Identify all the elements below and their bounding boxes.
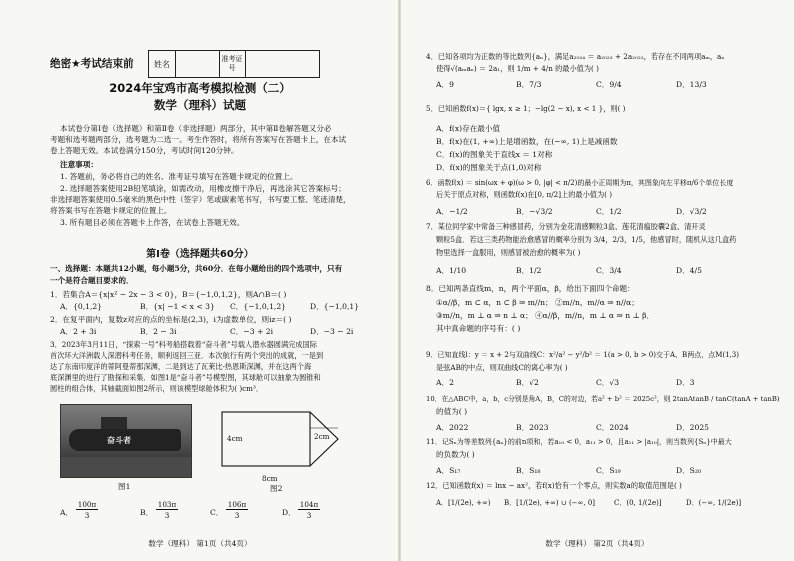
dimension-4cm: 4cm	[227, 434, 243, 443]
question-7-line-1: 7．某位同学家中常备三种感冒药，分别为金花清感颗粒3盒、莲花清瘟胶囊2盒、清开灵	[426, 222, 706, 231]
q11-option-d: D．S₂₀	[676, 466, 701, 475]
q3-option-d-den: 3	[306, 511, 312, 520]
question-2: 2．在复平面内，复数z对应的点的坐标是(2,3)，i为虚数单位，则iz＝( )	[50, 315, 292, 324]
q4-option-a: A．9	[436, 80, 454, 89]
candidate-info-box	[148, 50, 320, 78]
question-3-line-2: 首次环大洋洲载人深潜科考任务，顺利返回三亚．本次航行有两个突出的成就，一是到	[50, 351, 324, 360]
q12-option-d: D．(−∞, 1/(2e)]	[686, 499, 742, 507]
q10-option-b: B．2023	[516, 423, 549, 432]
q7-option-b: B．1/2	[516, 266, 542, 275]
q7-option-a: A．1/10	[436, 266, 467, 275]
page-2-footer: 数学（理科） 第2页（共4页）	[545, 539, 649, 548]
question-10-line-1: 10．在△ABC中，a，b，c分别是角A，B，C的对边，若a² + b² ＝ 2025c²，则 2tanAtanB / tanC(tanA + tanB)	[426, 395, 780, 403]
question-4-line-2: 使得√(aₘaₙ) ＝ 2a₁，则 1/m + 4/n 的最小值为( )	[436, 64, 599, 73]
intro-line-2: 考题和选考题两部分，选考题为二选一。考生作答时，将所有答案写在答题卡上，在本试	[50, 135, 347, 144]
question-9-line-1: 9．已知直线l：y ＝ x + 2与双曲线C：x²/a² − y²/b² ＝ 1(a > 0, b > 0)交于A、B两点，点M(1,3)	[426, 351, 739, 359]
q1-option-a: A．{0,1,2}	[60, 302, 103, 311]
confidential-label: 绝密★考试结束前	[50, 58, 134, 70]
question-4-line-1: 4．已知各项均为正数的等比数列{aₙ}，满足a₂₀₂₄ ＝ a₂₀₂₃ + 2a₂₀₂₂，若存在不同两项aₘ，aₙ	[426, 52, 725, 61]
name-label: 姓名	[149, 51, 176, 77]
question-7-line-3: 物里选择一盒服用，则感冒被治愈的概率为( )	[436, 248, 581, 257]
q9-option-b: B．√2	[516, 378, 539, 387]
q5-option-c: C．f(x)的图象关于直线x ＝ 1对称	[436, 150, 553, 159]
q3-option-a-num: 100π	[77, 500, 97, 509]
submersible-label: 奋斗者	[107, 436, 131, 445]
note-2-cont: 非选择题答案使用0.5毫米的黑色中性（签字）笔或碳素笔书写，书写要工整、笔迹清楚，	[50, 195, 351, 204]
q10-option-a: A．2022	[436, 423, 469, 432]
q1-option-d: D．{−1,0,1}	[310, 302, 360, 311]
q4-option-d: D．13/3	[676, 80, 707, 89]
question-11-line-1: 11．记Sₙ为等差数列{aₙ}的前n项和，若a₁₀ < 0，a₁₁ > 0，且a₁₁ > |a₁₀|，则当数列{Sₙ}中最大	[426, 438, 732, 446]
q3-option-c-den: 3	[234, 511, 240, 520]
exam-number-field	[245, 51, 319, 77]
q3-option-b-num: 103π	[157, 500, 177, 509]
q3-option-a-den: 3	[84, 511, 90, 520]
mc-intro-2: 一个是符合题目要求的．	[50, 276, 134, 285]
q9-option-a: A．2	[436, 378, 454, 387]
q1-option-b: B．{x| −1 < x < 3}	[140, 302, 215, 311]
q3-option-d-letter: D．	[282, 508, 296, 517]
question-5: 5．已知函数f(x)＝{ lgx, x ≥ 1；−lg(2 − x), x < 1 }，则( )	[426, 104, 626, 113]
q2-option-d: D．−3 − 2i	[310, 327, 354, 336]
q11-option-c: C．S₁₉	[596, 466, 621, 475]
note-1: 1. 答题前，务必将自己的姓名、准考证号填写在答题卡规定的位置上。	[60, 172, 298, 181]
figure-1-caption: 图1	[118, 482, 131, 491]
q8-tail: 其中真命题的序号有：( )	[436, 324, 521, 333]
q9-option-d: D．3	[676, 378, 695, 387]
q12-option-b: B．[1/(2e), +∞) ∪ (−∞, 0]	[504, 499, 595, 507]
page-2	[400, 0, 794, 561]
q2-option-a: A．2 + 3i	[60, 327, 97, 336]
q8-items-line-2: ③m//n，m ⊥ α ⇒ n ⊥ α； ④α//β，m//n，m ⊥ α ⇒ n ⊥ β．	[436, 311, 655, 320]
submersible-photo	[60, 404, 192, 478]
q3-option-d-num: 104π	[299, 500, 319, 509]
question-8: 8．已知两条直线m，n，两个平面α，β，给出下面四个命题：	[426, 284, 635, 293]
page-1-footer: 数学（理科） 第1页（共4页）	[148, 539, 252, 548]
q2-option-b: B．2 − 3i	[140, 327, 177, 336]
q12-option-a: A．[1/(2e), +∞)	[436, 499, 491, 507]
q7-option-c: C．3/4	[596, 266, 622, 275]
q11-option-a: A．S₁₇	[436, 466, 461, 475]
notes-heading: 注意事项：	[60, 160, 98, 169]
q3-option-a-letter: A．	[60, 508, 74, 517]
q5-option-a: A．f(x)存在最小值	[436, 124, 501, 133]
name-field	[175, 51, 220, 77]
q10-option-c: C．2024	[596, 423, 629, 432]
q6-option-b: B．−√3/2	[516, 207, 553, 216]
exam-title: 2024年宝鸡市高考模拟检测（二）	[109, 81, 291, 95]
question-3-line-1: 3．2023年3月11日，“探索一号”科考船搭载着“奋斗者”号载人潜水器圆满完成国际	[50, 340, 317, 349]
note-2-end: 将答案书写在答题卡规定的位置上。	[50, 206, 172, 215]
question-7-line-2: 颗粒5盒．若这三类药物能治愈感冒的概率分别为 3/4，2/3，1/5，他感冒时，随机从这几盒药	[436, 235, 737, 244]
exam-subtitle: 数学（理科）试题	[154, 98, 246, 112]
q7-option-d: D．4/5	[676, 266, 702, 275]
question-3-line-5: 圆柱的组合体，其轴截面如图2所示，则该模型球舱体积为( )cm³．	[50, 384, 264, 393]
question-1: 1．若集合A＝{x|x² − 2x − 3 < 0}，B＝{−1,0,1,2}，则A∩B＝( )	[50, 290, 287, 299]
question-10-line-2: 的值为( )	[436, 407, 468, 416]
exam-number-label: 准考证号	[219, 51, 246, 77]
q5-option-d: D．f(x)的图象关于点(1,0)对称	[436, 163, 542, 172]
q6-option-a: A．−1/2	[436, 207, 468, 216]
question-11-line-2: 的负数为( )	[436, 450, 475, 459]
intro-line-3: 卷上答题无效。本试卷满分150分，考试时间120分钟。	[50, 146, 239, 155]
q3-option-c-num: 106π	[227, 500, 247, 509]
q9-option-c: C．√3	[596, 378, 620, 387]
intro-line-1: 本试卷分第Ⅰ卷（选择题）和第Ⅱ卷（非选择题）两部分，其中第Ⅱ卷解答题又分必	[60, 124, 332, 133]
dimension-2cm: 2cm	[314, 432, 330, 441]
mc-intro-1: 一、选择题：本题共12小题，每小题5分，共60分．在每小题给出的四个选项中，只有	[50, 264, 343, 273]
q12-option-c: C．(0, 1/(2e)]	[614, 499, 662, 507]
q5-option-b: B．f(x)在(1, +∞)上是增函数，在(−∞, 1)上是减函数	[436, 137, 618, 146]
question-3-line-4: 底深渊里的进行了勘探和采集．如图1是“奋斗者”号模型图，其球舱可以抽象为圆锥和	[50, 373, 321, 382]
q10-option-d: D．2025	[676, 423, 710, 432]
q3-option-b-den: 3	[164, 511, 170, 520]
note-3: 3. 所有题目必须在答题卡上作答，在试卷上答题无效。	[60, 218, 245, 227]
note-2: 2. 选择题答案使用2B铅笔填涂，如需改动，用橡皮擦干净后，再选涂其它答案标号；	[60, 184, 346, 193]
section-heading: 第Ⅰ卷（选择题共60分）	[146, 249, 254, 260]
q6-option-d: D．√3/2	[676, 207, 707, 216]
question-6-line-1: 6．函数f(x) ＝ sin(ωx + φ)(ω > 0, |φ| < π/2)的最小正周期为π，其图象向左平移π/6个单位长度	[426, 179, 734, 187]
q3-option-c-letter: C．	[210, 508, 224, 517]
q4-option-b: B．7/3	[516, 80, 542, 89]
q8-items-line-1: ①α//β，m ⊂ α，n ⊂ β ⇒ m//n； ②m//n，m//α ⇒ n//α；	[436, 298, 639, 307]
q4-option-c: C．9/4	[596, 80, 622, 89]
q11-option-b: B．S₁₈	[516, 466, 541, 475]
question-6-line-2: 后关于原点对称，则函数f(x)在[0, π/2]上的最小值为( )	[436, 190, 613, 199]
dimension-8cm: 8cm	[262, 474, 278, 483]
question-3-line-3: 达了东南印度洋的蒂阿曼蒂那深渊，二是到达了瓦莱比-热恩斯深渊，并在这两个海	[50, 362, 312, 371]
q1-option-c: C．{−1,0,1,2}	[230, 302, 286, 311]
q2-option-c: C．−3 + 2i	[230, 327, 274, 336]
figure-2-caption: 图2	[270, 484, 283, 493]
question-12: 12．已知函数f(x) ＝ lnx − ax²，若f(x)恰有一个零点，则实数a的取值范围是( )	[426, 481, 682, 490]
q3-option-b-letter: B．	[140, 508, 154, 517]
q6-option-c: C．1/2	[596, 207, 622, 216]
question-9-line-2: 是弦AB的中点，则双曲线C的离心率为( )	[436, 363, 568, 372]
